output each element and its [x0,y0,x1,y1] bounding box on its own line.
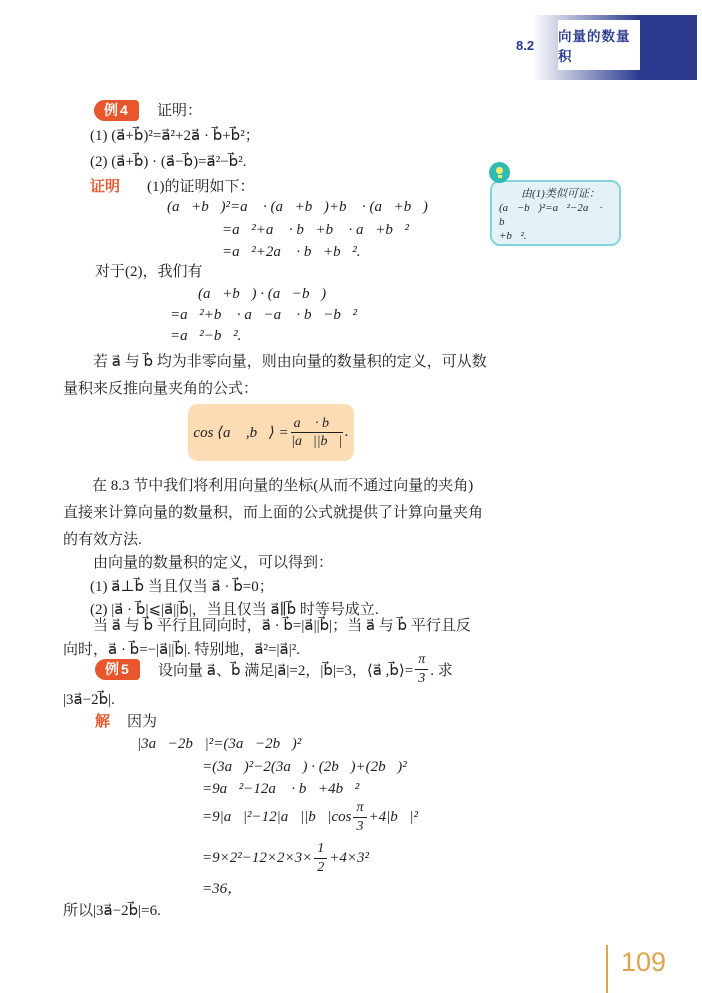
example4-item1: (1) (a⃗+b⃗)²=a⃗²+2a⃗ · b⃗+b⃗²； [90,128,260,144]
equation-line: |3a⃗−2b⃗|²=(3a⃗−2b⃗)² [137,736,302,752]
formula-period: . [344,424,349,440]
example5-badge: 例5 [95,659,140,680]
equation-line: (a⃗+b⃗)²=a⃗ · (a⃗+b⃗)+b⃗ · (a⃗+b⃗) [167,199,428,215]
property-item: (1) a⃗⊥b⃗ 当且仅当 a⃗ · b⃗=0； [90,579,274,595]
fraction-denominator: 3 [418,670,426,686]
equation-line: (a⃗+b⃗) · (a⃗−b⃗) [198,286,327,302]
statement-line2: |3a⃗−2b⃗|. [63,692,115,708]
fraction-numerator: π [353,800,366,817]
fraction-numerator: 1 [314,841,327,858]
one-half-fraction [314,841,327,875]
pi-over-3-fraction [353,800,366,834]
equation-text: =9×2²−12×2×3× [202,849,313,866]
section-title-tab [558,20,640,70]
lightbulb-base [498,175,502,178]
margin-note-line: 由(1)类似可证： [521,188,600,200]
equation-line: =(3a⃗)²−2(3a⃗) · (2b⃗)+(2b⃗)² [202,759,407,775]
paragraph-line: 当 a⃗ 与 b⃗ 平行且同向时，a⃗ · b⃗=|a⃗||b⃗|；当 a⃗ 与 b⃗ 平行且反 [93,618,471,634]
fraction-denominator: 2 [317,859,325,875]
solution-label: 解 [95,714,111,730]
paragraph-line: 的有效方法. [63,532,142,548]
fraction-numerator: π [415,652,428,669]
equation-line: =a⃗²+b⃗ · a⃗−a⃗ · b⃗−b⃗² [170,307,357,323]
example4-intro: 证明： [157,103,203,119]
paragraph-line: 直接来计算向量的数量积，而上面的公式就提供了计算向量夹角 [63,505,484,521]
section-title: 向量的数量积 [558,29,631,64]
solution-intro: 因为 [127,714,158,730]
example4-item2: (2) (a⃗+b⃗) · (a⃗−b⃗)=a⃗²−b⃗². [90,154,247,170]
property-item: (2) |a⃗ · b⃗|⩽|a⃗||b⃗|，当且仅当 a⃗∥b⃗ 时等号成立. [90,602,379,618]
formula-lhs: cos ⟨a⃗ ,b⃗⟩ = [193,425,289,441]
paragraph-line: 向时，a⃗ · b⃗=−|a⃗||b⃗|. 特别地，a⃗²=|a⃗|². [63,642,300,658]
equation-line: =a⃗²+a⃗ · b⃗+b⃗ · a⃗+b⃗² [222,222,409,238]
formula-fraction [291,416,343,450]
fraction-numerator: a⃗ · b⃗ [291,416,343,433]
margin-note [490,180,621,246]
proof-label: 证明 [90,179,121,195]
section-number: 8.2 [516,38,535,53]
conclusion-line: 所以|3a⃗−2b⃗|=6. [63,903,161,919]
example4-badge: 例4 [94,100,139,121]
paragraph-line: 由向量的数量积的定义，可以得到： [93,555,334,571]
equation-line [202,841,369,875]
lightbulb-glow [496,167,503,174]
equation-line: =a⃗²+2a⃗ · b⃗+b⃗². [222,244,361,260]
example5-statement [158,652,453,686]
statement-text: 设向量 a⃗、b⃗ 满足|a⃗|=2，|b⃗|=3，⟨a⃗ ,b⃗⟩= [158,662,414,679]
equation-text: +4|b⃗|² [368,808,419,825]
example4-part2-intro: 对于(2)，我们有 [95,264,203,280]
paragraph-line: 在 8.3 节中我们将利用向量的坐标(从而不通过向量的夹角) [92,478,474,494]
proof-intro: (1)的证明如下： [147,179,255,195]
fraction-denominator: 3 [356,818,364,834]
pi-over-3-fraction [415,652,428,686]
equation-line: =a⃗²−b⃗². [170,328,242,344]
page-number-rule [606,945,608,993]
margin-note-line: +b⃗². [499,230,527,242]
equation-line: =9a⃗²−12a⃗ · b⃗+4b⃗² [202,781,360,797]
equation-line [202,800,418,834]
equation-text: +4×3² [329,849,369,866]
paragraph-line: 若 a⃗ 与 b⃗ 均为非零向量，则由向量的数量积的定义，可从数 [93,354,487,370]
page-number: 109 [621,947,667,977]
fraction-denominator: |a⃗||b⃗| [291,434,343,449]
lightbulb-icon [489,162,510,183]
equation-line: =36， [202,881,243,897]
margin-note-line: (a⃗−b⃗)²=a⃗²−2a⃗ · b⃗ [499,202,603,228]
statement-text: . 求 [430,662,453,679]
cosine-formula-box [188,404,354,461]
paragraph-line: 量积来反推向量夹角的公式： [63,381,259,397]
equation-text: =9|a⃗|²−12|a⃗||b⃗|cos [202,808,352,825]
